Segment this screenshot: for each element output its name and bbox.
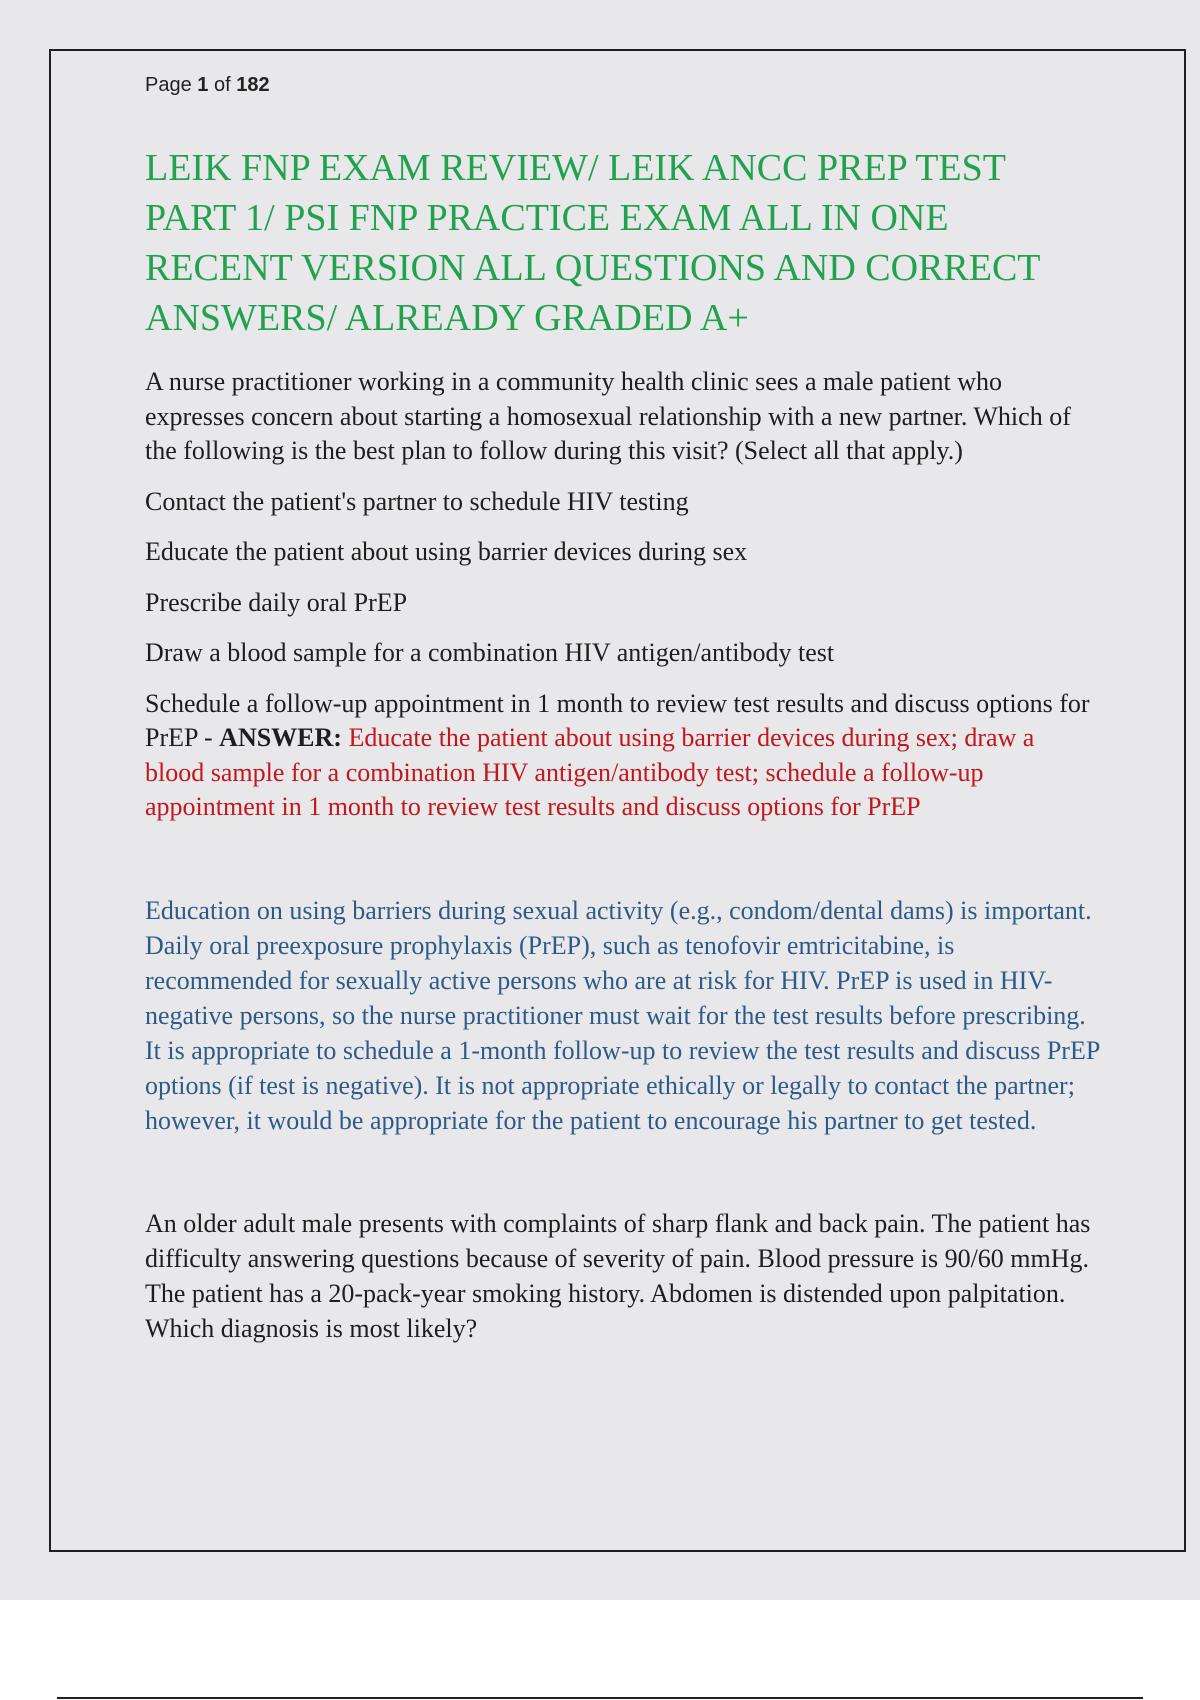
question-2-stem: An older adult male presents with complaints of sharp flank and back pain. The patient has difficulty answering questions because of severity of pain. Blood pressure is 90/60 mmHg. The patient has a 20-pack-year smoking history. Abdomen is distended upon palpitation. Which diagnosis is most likely? bbox=[145, 1208, 1091, 1343]
page-number-prefix: Page bbox=[145, 74, 192, 96]
question-1-option: Prescribe daily oral PrEP bbox=[145, 587, 408, 617]
question-1-option: Draw a blood sample for a combination HIV antigen/antibody test bbox=[145, 638, 835, 667]
question-1-rationale: Education on using barriers during sexual activity (e.g., condom/dental dams) is important. Daily oral preexposure prophylaxis (PrEP), such as tenofovir emtricitabine, is recommended for sexually active persons who are at risk for HIV. PrEP is used in HIV-negative persons, so the nurse practitioner must wait for the test results before prescribing. It is appropriate to schedule a 1-month follow-up to review the test results and discuss PrEP options (if test is negative). It is not appropriate ethically or legally to contact the partner; however, it would be appropriate for the patient to encourage his partner to get tested. bbox=[145, 895, 1100, 1135]
page-number-current: 1 bbox=[197, 74, 209, 96]
bottom-divider bbox=[57, 1697, 1143, 1699]
question-1-answer-block bbox=[145, 687, 1100, 825]
answer-text: Educate the patient about using barrier devices during sex; draw a blood sample for a combination HIV antigen/antibody test; schedule a follow-up appointment in 1 month to review test results and discuss options for PrEP bbox=[145, 723, 1035, 821]
question-1-stem: A nurse practitioner working in a community health clinic sees a male patient who expresses concern about starting a homosexual relationship with a new partner. Which of the following is the best plan to follow during this visit? (Select all that apply.) bbox=[145, 367, 1071, 465]
document-content bbox=[145, 143, 1100, 1346]
question-1-option: Contact the patient's partner to schedule HIV testing bbox=[145, 486, 689, 516]
answer-label: ANSWER: bbox=[219, 723, 342, 752]
answer-separator: - bbox=[197, 723, 220, 752]
page-number-of: of bbox=[213, 74, 231, 96]
question-1-option: Educate the patient about using barrier devices during sex bbox=[145, 537, 748, 566]
document-title: LEIK FNP EXAM REVIEW/ LEIK ANCC PREP TEST PART 1/ PSI FNP PRACTICE EXAM ALL IN ONE RECENT VERSION ALL QUESTIONS AND CORRECT ANSWERS/ ALREADY GRADED A+ bbox=[145, 147, 1040, 339]
page-number bbox=[145, 74, 270, 97]
question-1-last-option: Schedule a follow-up appointment in 1 month to review test results and discuss options for PrEP bbox=[145, 688, 1090, 752]
page-number-total: 182 bbox=[236, 74, 270, 96]
